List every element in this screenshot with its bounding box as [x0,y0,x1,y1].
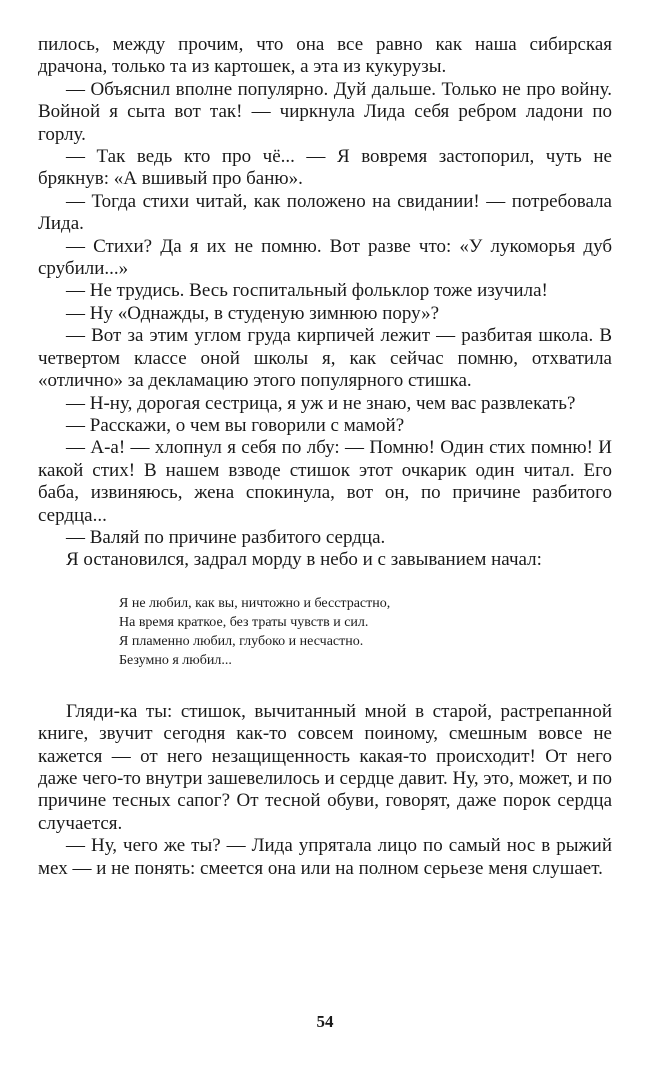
paragraph-1: пилось, между прочим, что она все равно как наша сибирская драчона, только та из картошек, а эта из кукурузы. [38,34,612,78]
paragraph-5: — Стихи? Да я их не помню. Вот разве что: «У лукоморья дуб срубили...» [38,235,612,280]
poem-line-1: Я не любил, как вы, ничтожно и бесстрастно, [119,595,391,611]
paragraph-3: — Так ведь кто про чё... — Я вовремя застопорил, чуть не брякнув: «А вшивый про баню». [38,146,612,190]
bottom-prose [38,701,612,880]
paragraph-12: — Валяй по причине разбитого сердца. [66,526,386,548]
paragraph-9: — Н-ну, дорогая сестрица, я уж и не знаю, чем вас развлекать? [66,392,576,414]
paragraph-11: — А-а! — хлопнул я себя по лбу: — Помню! Один стих помню! И какой стих! В нашем взводе стишок этот очкарик один читал. Его баба, извиняюсь, жена спокинула, вот он, по причине разбитого сердца... [38,437,612,526]
poem-quote [119,594,612,670]
paragraph-8: — Вот за этим углом груда кирпичей лежит — разбитая школа. В четвертом классе оной школы я, как сейчас помню, отхватила «отлично» за декламацию этого популярного стишка. [38,325,612,392]
paragraph-10: — Расскажи, о чем вы говорили с мамой? [66,414,405,436]
paragraph-6: — Не трудись. Весь госпитальный фольклор тоже изучила! [66,280,548,302]
poem-line-2: На время краткое, без траты чувств и сил. [119,614,369,630]
paragraph-7: — Ну «Однажды, в студеную зимнюю пору»? [66,302,440,324]
poem-line-4: Безумно я любил... [119,652,232,668]
poem-line-3: Я пламенно любил, глубоко и несчастно. [119,633,364,649]
paragraph-14: Гляди-ка ты: стишок, вычитанный мной в старой, растрепанной книге, звучит сегодня как-то совсем поиному, смешным вовсе не кажется — от него незащищенность какая-то происходит! От него даже чего-то внутри зашевелилось и сердце давит. Ну, это, может, и по причине тесных сапог? От тесной обуви, говорят, даже порок сердца случается. [38,700,612,834]
paragraph-13: Я остановился, задрал морду в небо и с завыванием начал: [66,549,542,571]
page-number: 54 [316,1012,334,1031]
top-prose [38,34,612,572]
paragraph-15: — Ну, чего же ты? — Лида упрятала лицо по самый нос в рыжий мех — и не понять: смеется она или на полном серьезе меня слушает. [38,835,612,879]
paragraph-4: — Тогда стихи читай, как положено на свидании! — потребовала Лида. [38,190,612,235]
paragraph-2: — Объяснил вполне популярно. Дуй дальше. Только не про войну. Войной я сыта вот так! — чиркнула Лида себя ребром ладони по горлу. [38,78,612,145]
